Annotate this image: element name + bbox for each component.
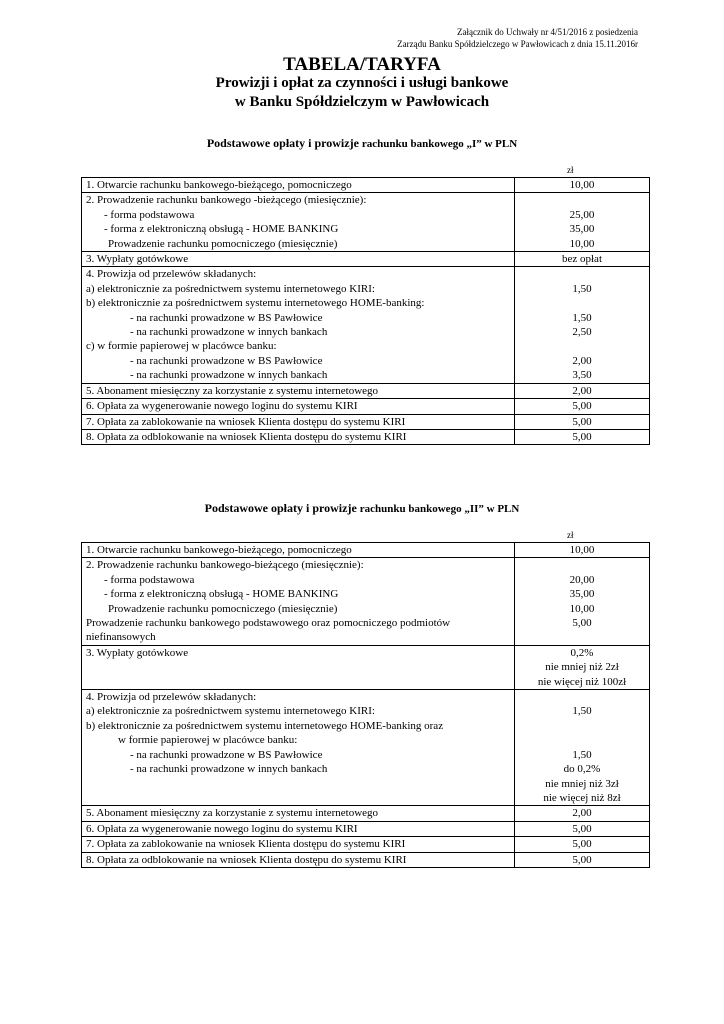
table-row	[82, 645, 650, 689]
table-row	[82, 837, 650, 852]
fee-description: 7. Opłata za zablokowanie na wniosek Klienta dostępu do systemu KIRI	[82, 837, 515, 852]
fee-value: 5,00	[515, 852, 650, 867]
section-1-title-small: rachunku bankowego „I” w PLN	[361, 138, 518, 150]
fee-description: 4. Prowizja od przelewów składanych: a) elektronicznie za pośrednictwem systemu internetowego KIRI: b) elektronicznie za pośrednictwem systemu internetowego HOME-banking: - na rachunki prowadzone w BS Pawłowice - na rachunki prowadzone w innych bankach c) w formie papierowej w placówce banku: - na rachunki prowadzone w BS Pawłowice - na rachunki prowadzone w innych bankach	[82, 267, 515, 383]
fee-description: 1. Otwarcie rachunku bankowego-bieżącego, pomocniczego	[82, 178, 515, 193]
fee-value: 1,50 1,50 2,50 2,00 3,50	[515, 267, 650, 383]
section-1-title	[0, 136, 724, 151]
section-2-title	[0, 501, 724, 516]
table-row	[82, 193, 650, 252]
fee-value: 5,00	[515, 821, 650, 836]
fee-description: 4. Prowizja od przelewów składanych: a) elektronicznie za pośrednictwem systemu internetowego KIRI: b) elektronicznie za pośrednictwem systemu internetowego HOME-banking oraz w formie papierowej w placówce banku: - na rachunki prowadzone w BS Pawłowice - na rachunki prowadzone w innych bankach	[82, 690, 515, 806]
fee-description: 2. Prowadzenie rachunku bankowego-bieżącego (miesięcznie): - forma podstawowa - forma z elektroniczną obsługą - HOME BANKING Prowadzenie rachunku pomocniczego (miesięcznie) Prowadzenie rachunku bankowego podstawowego oraz pomocniczego podmiotów niefinansowych	[82, 558, 515, 645]
table-row	[82, 690, 650, 806]
table-row	[82, 399, 650, 414]
section-2-title-small: rachunku bankowego „II” w PLN	[359, 503, 520, 515]
annex-note	[397, 26, 638, 50]
document-subtitle-1: Prowizji i opłat za czynności i usługi bankowe	[215, 75, 509, 91]
fee-value: 5,00	[515, 399, 650, 414]
fee-description: 5. Abonament miesięczny za korzystanie z systemu internetowego	[82, 806, 515, 821]
table-row	[82, 821, 650, 836]
table-row	[82, 429, 650, 444]
fee-description: 8. Opłata za odblokowanie na wniosek Klienta dostępu do systemu KIRI	[82, 852, 515, 867]
table-row	[82, 252, 650, 267]
table-row	[82, 383, 650, 398]
fee-value: 0,2% nie mniej niż 2zł nie więcej niż 100zł	[515, 645, 650, 689]
fee-value: 5,00	[515, 414, 650, 429]
section-2-title-main: Podstawowe opłaty i prowizje	[204, 501, 360, 515]
fee-value: 5,00	[515, 429, 650, 444]
fee-value: 20,00 35,00 10,00 5,00	[515, 558, 650, 645]
table-row	[82, 267, 650, 383]
fee-value: 5,00	[515, 837, 650, 852]
fee-table-1	[81, 177, 650, 445]
section-1-unit: zł	[567, 165, 574, 175]
fee-description: 2. Prowadzenie rachunku bankowego -bieżącego (miesięcznie): - forma podstawowa - forma z elektroniczną obsługą - HOME BANKING Prowadzenie rachunku pomocniczego (miesięcznie)	[82, 193, 515, 252]
fee-value: 10,00	[515, 543, 650, 558]
fee-description: 3. Wypłaty gotówkowe	[82, 645, 515, 689]
fee-description: 3. Wypłaty gotówkowe	[82, 252, 515, 267]
table-row	[82, 178, 650, 193]
fee-description: 6. Opłata za wygenerowanie nowego loginu do systemu KIRI	[82, 399, 515, 414]
section-1-title-main: Podstawowe opłaty i prowizje	[206, 136, 362, 150]
document-title: TABELA/TARYFA	[283, 54, 441, 75]
fee-description: 6. Opłata za wygenerowanie nowego loginu do systemu KIRI	[82, 821, 515, 836]
fee-value: 25,00 35,00 10,00	[515, 193, 650, 252]
table-row	[82, 414, 650, 429]
fee-value: bez opłat	[515, 252, 650, 267]
table-row	[82, 806, 650, 821]
fee-value: 2,00	[515, 806, 650, 821]
table-row	[82, 543, 650, 558]
annex-line-2: Zarządu Banku Spółdzielczego w Pawłowicach z dnia 15.11.2016r	[397, 39, 638, 49]
fee-value: 10,00	[515, 178, 650, 193]
fee-description: 8. Opłata za odblokowanie na wniosek Klienta dostępu do systemu KIRI	[82, 429, 515, 444]
fee-description: 5. Abonament miesięczny za korzystanie z systemu internetowego	[82, 383, 515, 398]
fee-description: 1. Otwarcie rachunku bankowego-bieżącego, pomocniczego	[82, 543, 515, 558]
fee-table-2	[81, 542, 650, 868]
fee-value: 1,50 1,50 do 0,2% nie mniej niż 3zł nie więcej niż 8zł	[515, 690, 650, 806]
table-row	[82, 558, 650, 645]
annex-line-1: Załącznik do Uchwały nr 4/51/2016 z posiedzenia	[457, 27, 638, 37]
table-row	[82, 852, 650, 867]
section-2-unit: zł	[567, 530, 574, 540]
fee-description: 7. Opłata za zablokowanie na wniosek Klienta dostępu do systemu KIRI	[82, 414, 515, 429]
fee-value: 2,00	[515, 383, 650, 398]
document-subtitle-2: w Banku Spółdzielczym w Pawłowicach	[234, 94, 490, 110]
